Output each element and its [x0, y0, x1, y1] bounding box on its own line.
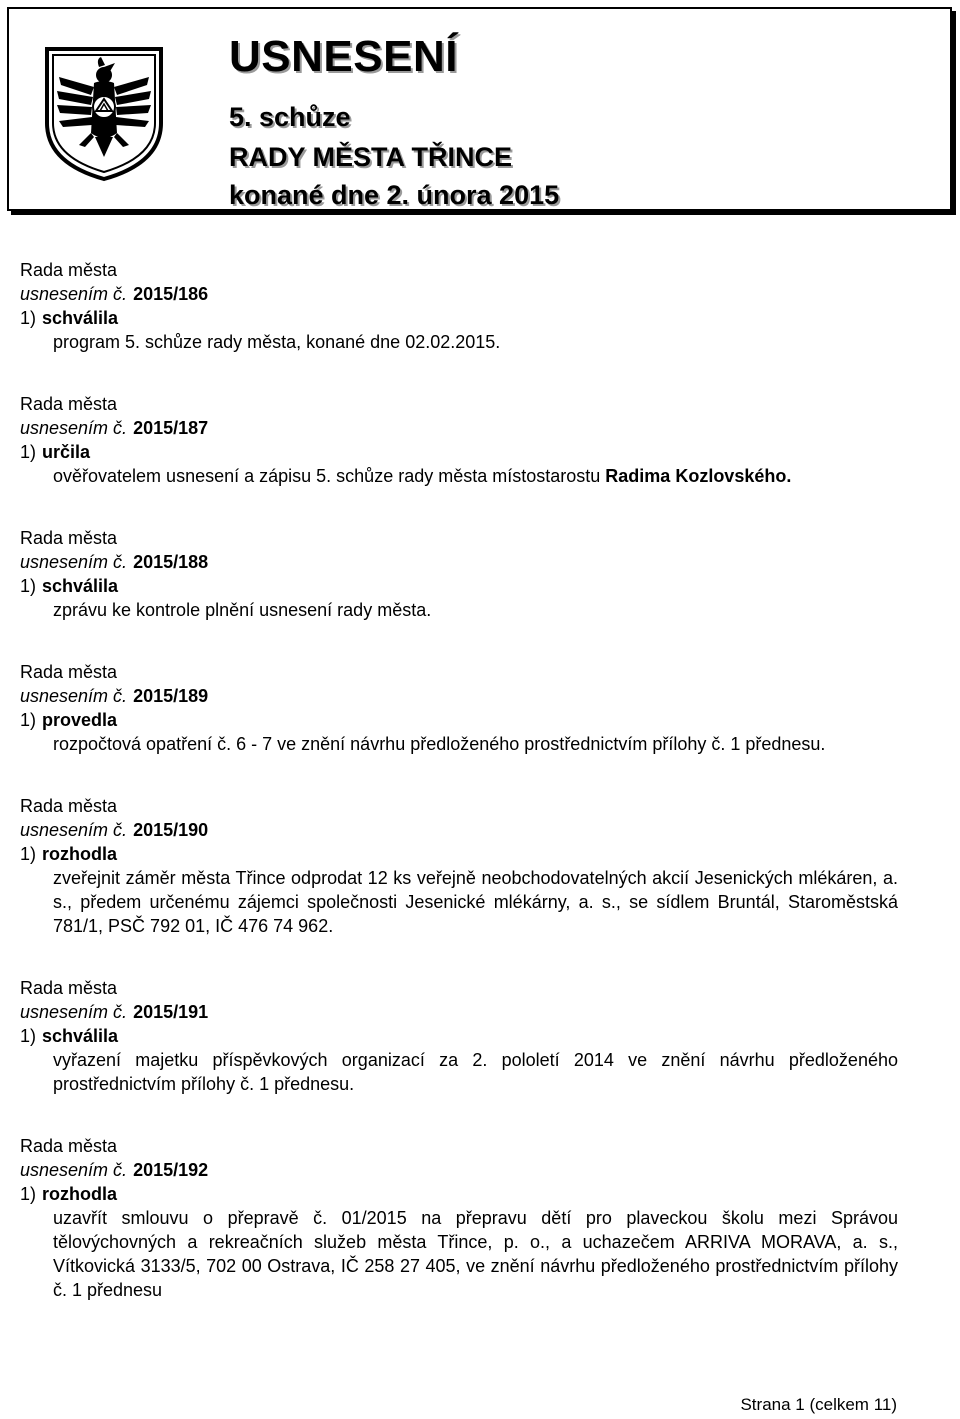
resolution: [20, 660, 898, 756]
city-crest-logo: [39, 45, 169, 183]
resolution-action: rozhodla: [42, 844, 118, 864]
resolution-action: provedla: [42, 710, 118, 730]
resolution: [20, 976, 898, 1096]
resolutions-list: [20, 258, 898, 1340]
resolution-number: 2015/192: [133, 1160, 209, 1180]
resolution-action: schválila: [42, 576, 119, 596]
resolution-number: 2015/188: [133, 552, 209, 572]
resolution-text: zveřejnit záměr města Třince odprodat 12 ks veřejně neobchodovatelných akcií Jesenických mlékáren, a. s., předem určenému zájemci společnosti Jesenické mlékárny, a. s., se sídlem Bruntál, Staroměstská 781/1, PSČ 792 01, IČ 476 74 962.: [53, 868, 898, 936]
meeting-number: 5. schůze: [229, 102, 351, 132]
resolution-label: usnesením č.: [20, 418, 128, 438]
resolution-body: Rada města: [20, 260, 118, 280]
meeting-date: konané dne 2. února 2015: [229, 180, 560, 210]
resolution-text: zprávu ke kontrole plnění usnesení rady města.: [53, 600, 432, 620]
resolution-label: usnesením č.: [20, 552, 128, 572]
item-number: 1): [20, 442, 37, 462]
resolution: [20, 526, 898, 622]
resolution-text: uzavřít smlouvu o přepravě č. 01/2015 na přepravu dětí pro plaveckou školu mezi Správou tělovýchovných a rekreačních služeb města Třince, p. o., a uchazečem ARRIVA MORAVA, a. s., Vítkovická 3133/5, 702 00 Ostrava, IČ 258 27 405, ve znění návrhu předloženého prostřednictvím přílohy č. 1 přednesu: [53, 1208, 898, 1300]
resolution-number: 2015/191: [133, 1002, 209, 1022]
resolution-number: 2015/189: [133, 686, 209, 706]
resolution-action: schválila: [42, 1026, 119, 1046]
resolution-body: Rada města: [20, 662, 118, 682]
resolution-action: rozhodla: [42, 1184, 118, 1204]
resolution-text: ověřovatelem usnesení a zápisu 5. schůze rady města místostarostu: [53, 466, 601, 486]
resolution-label: usnesením č.: [20, 820, 128, 840]
item-number: 1): [20, 1184, 37, 1204]
resolution-body: Rada města: [20, 796, 118, 816]
resolution-label: usnesením č.: [20, 686, 128, 706]
resolution-text-bold: Radima Kozlovského.: [605, 466, 792, 486]
item-number: 1): [20, 576, 37, 596]
resolution: [20, 794, 898, 938]
council-name: RADY MĚSTA TŘINCE: [229, 142, 513, 172]
resolution-body: Rada města: [20, 394, 118, 414]
item-number: 1): [20, 710, 37, 730]
item-number: 1): [20, 844, 37, 864]
document-header: [7, 7, 952, 211]
resolution-number: 2015/190: [133, 820, 209, 840]
resolution-action: schválila: [42, 308, 119, 328]
resolution-body: Rada města: [20, 1136, 118, 1156]
resolution: [20, 392, 898, 488]
resolution-label: usnesením č.: [20, 284, 128, 304]
resolution-action: určila: [42, 442, 91, 462]
resolution-text: program 5. schůze rady města, konané dne 02.02.2015.: [53, 332, 501, 352]
resolution-text: vyřazení majetku příspěvkových organizací za 2. pololetí 2014 ve znění návrhu předloženého prostřednictvím přílohy č. 1 přednesu.: [53, 1050, 898, 1094]
page-footer: Strana 1 (celkem 11): [740, 1395, 897, 1414]
resolution-number: 2015/186: [133, 284, 209, 304]
item-number: 1): [20, 308, 37, 328]
resolution: [20, 1134, 898, 1302]
item-number: 1): [20, 1026, 37, 1046]
resolution-label: usnesením č.: [20, 1160, 128, 1180]
resolution-label: usnesením č.: [20, 1002, 128, 1022]
resolution-body: Rada města: [20, 978, 118, 998]
resolution-text: rozpočtová opatření č. 6 - 7 ve znění návrhu předloženého prostřednictvím přílohy č. 1 přednesu.: [53, 734, 826, 754]
resolution: [20, 258, 898, 354]
resolution-number: 2015/187: [133, 418, 209, 438]
page-title: USNESENÍ: [229, 32, 458, 81]
resolution-body: Rada města: [20, 528, 118, 548]
